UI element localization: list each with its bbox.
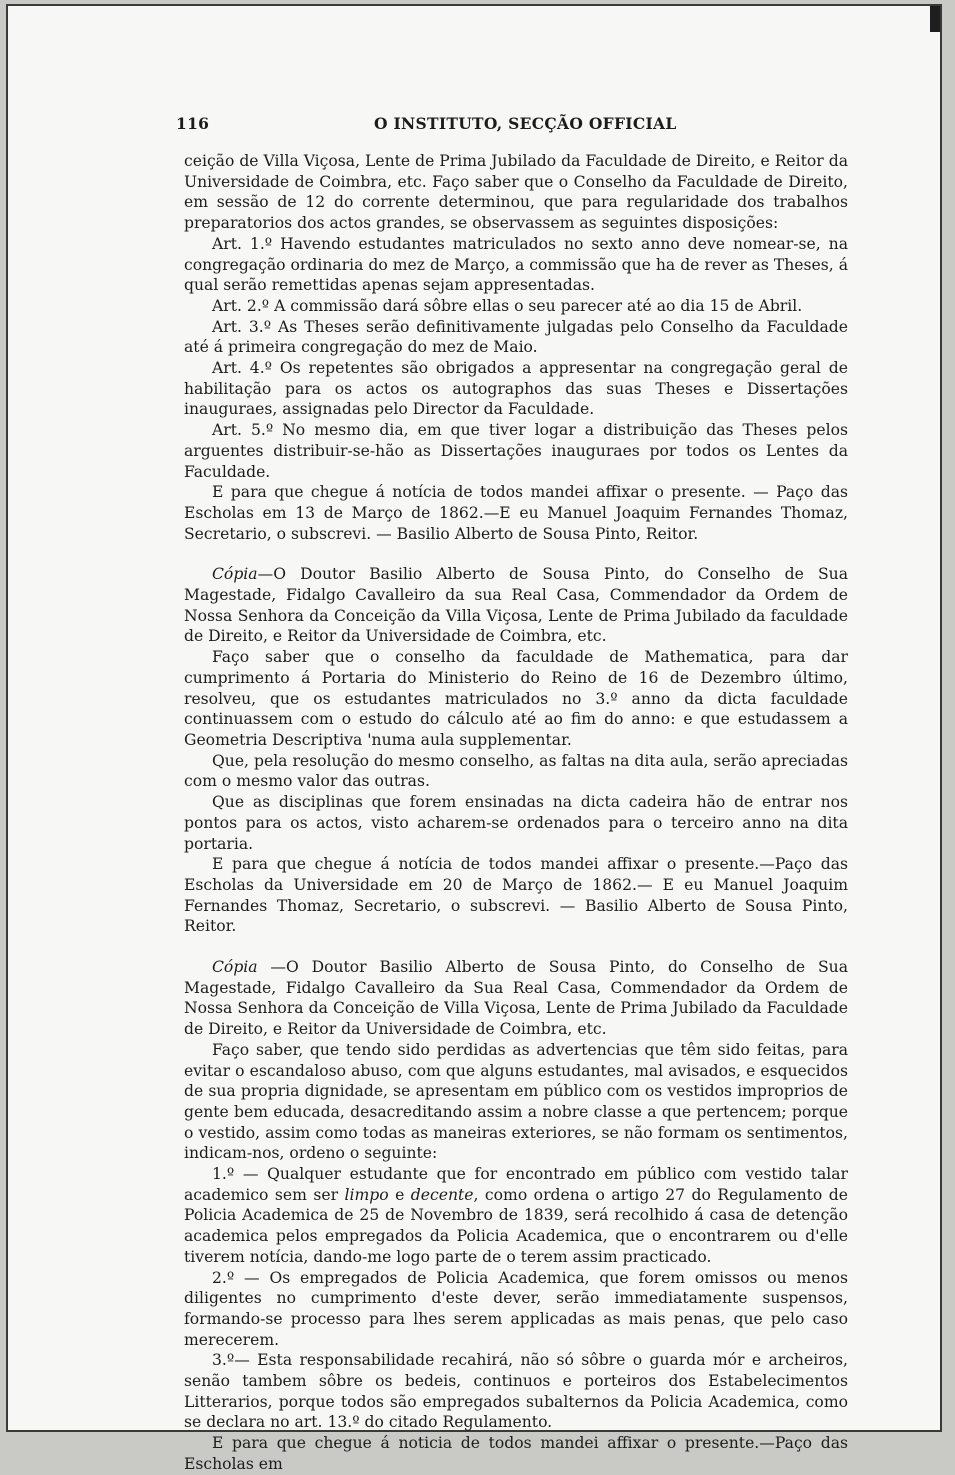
running-title: O INSTITUTO, SECÇÃO OFFICIAL [374,114,677,133]
section2-paragraph-1: Faço saber que o conselho da faculdade de Mathematica, para dar cumprimento á Portaria do Ministerio do Reino de 16 de Dezembro último, resolveu, que os estudantes matriculados no 3.º anno da dicta faculdade continuassem com o estudo do cálculo até ao fim do anno: e que estudassem a Geometria Descriptiva 'numa aula supplementar. [184,648,848,749]
section1-intro: ceição de Villa Viçosa, Lente de Prima Jubilado da Faculdade de Direito, e Reitor da Universidade de Coimbra, etc. Faço saber que o Conselho da Faculdade de Direito, em sessão de 12 do corrente determinou, que para regularidade dos trabalhos preparatorios dos actos grandes, se observassem as seguintes disposições: [184,152,848,233]
section2-paragraph-2: Que, pela resolução do mesmo conselho, as faltas na dita aula, serão apreciadas com o mesmo valor das outras. [184,751,848,791]
item1-decente: decente [410,1185,474,1204]
item1-text-a: 1.º — Qualquer estudante que for encontrado em público com vestido talar academico sem ser [184,1165,848,1204]
item1-text-b: , como ordena o artigo 27 do Regulamento de Policia Academica de 25 de Novembro de 1839, será recolhido á casa de detenção academica pelos empregados da Policia Academica, que o encontrarem ou d'elle tiverem notícia, dando-me logo parte de o terem assim practicado. [184,1185,848,1266]
section2-paragraph-3: Que as disciplinas que forem ensinadas na dicta cadeira hão de entrar nos pontos para os actos, visto acharem-se ordenados para o terceiro anno na dita portaria. [184,793,848,853]
document-page [6,4,942,1473]
section3-paragraph-1: Faço saber, que tendo sido perdidas as advertencias que têm sido feitas, para evitar o escandaloso abuso, com que alguns estudantes, mal avisados, e esquecidos de sua propria dignidade, se apresentam em público com os vestidos improprios de gente bem educada, desacreditando assim a nobre classe a que pertencem; porque o vestido, assim como todas as maneiras exteriores, se não formam os sentimentos, indicam-nos, ordeno o seguinte: [184,1040,848,1163]
item1-limpo: limpo [344,1185,389,1204]
article-1: Art. 1.º Havendo estudantes matriculados no sexto anno deve nomear-se, na congregação ordinaria do mez de Março, a commissão que ha de rever as Theses, á qual serão remettidas apenas sejam appresentadas. [184,234,848,295]
section3-item-2: 2.º — Os empregados de Policia Academica, que forem omissos ou menos diligentes no cumprimento d'este dever, serão immediatamente suspensos, formando-se processo para lhes serem applicadas as mais penas, que pelo caso merecerem. [184,1268,848,1349]
article-3: Art. 3.º As Theses serão definitivamente julgadas pelo Conselho da Faculdade até á primeira congregação do mez de Maio. [184,317,848,357]
section2-intro-text: —O Doutor Basilio Alberto de Sousa Pinto, do Conselho de Sua Magestade, Fidalgo Cavalleiro da sua Real Casa, Commendador da Ordem de Nossa Senhora da Conceição da Villa Viçosa, Lente de Prima Jubilado da faculdade de Direito, e Reitor da Universidade de Coimbra, etc. [184,565,848,646]
item1-and: e [388,1185,411,1204]
copia-label: Cópia [212,958,258,977]
section3-closing: E para que chegue á noticia de todos mandei affixar o presente.—Paço das Escholas em [184,1434,848,1473]
page-number: 116 [176,114,210,133]
copia-label: Cópia [212,565,258,584]
section3-item-3: 3.º— Esta responsabilidade recahirá, não só sôbre o guarda mór e archeiros, senão tambem sôbre os bedeis, continuos e porteiros dos Estabelecimentos Litterarios, porque todos são empregados subalternos da Policia Academica, como se declara no art. 13.º do citado Regulamento. [184,1351,848,1432]
page-body [184,151,848,1475]
section3-intro [184,957,848,1040]
section1-closing: E para que chegue á notícia de todos mandei affixar o presente. — Paço das Escholas em 13 de Março de 1862.—E eu Manuel Joaquim Fernandes Thomaz, Secretario, o subscrevi. — Basilio Alberto de Sousa Pinto, Reitor. [184,483,848,543]
article-2: Art. 2.º A commissão dará sôbre ellas o seu parecer até ao dia 15 de Abril. [212,296,803,315]
section3-item-1 [184,1164,848,1268]
section2-intro [184,564,848,647]
article-4: Art. 4.º Os repetentes são obrigados a appresentar na congregação geral de habilitação para os actos os autographos das suas Theses e Dissertações inauguraes, assignadas pelo Director da Faculdade. [184,359,848,419]
section3-intro-text: —O Doutor Basilio Alberto de Sousa Pinto, do Conselho de Sua Magestade, Fidalgo Cavalleiro da Sua Real Casa, Commendador da Ordem de Nossa Senhora da Conceição de Villa Viçosa, Lente de Prima Jubilado da Faculdade de Direito, e Reitor da Universidade de Coimbra, etc. [184,958,848,1039]
section2-closing: E para que chegue á notícia de todos mandei affixar o presente.—Paço das Escholas da Universidade em 20 de Março de 1862.— E eu Manuel Joaquim Fernandes Thomaz, Secretario, o subscrevi. — Basilio Alberto de Sousa Pinto, Reitor. [184,855,848,936]
article-5: Art. 5.º No mesmo dia, em que tiver logar a distribuição das Theses pelos arguentes distribuir-se-hão as Dissertações inauguraes por todos os Lentes da Faculdade. [184,421,848,481]
